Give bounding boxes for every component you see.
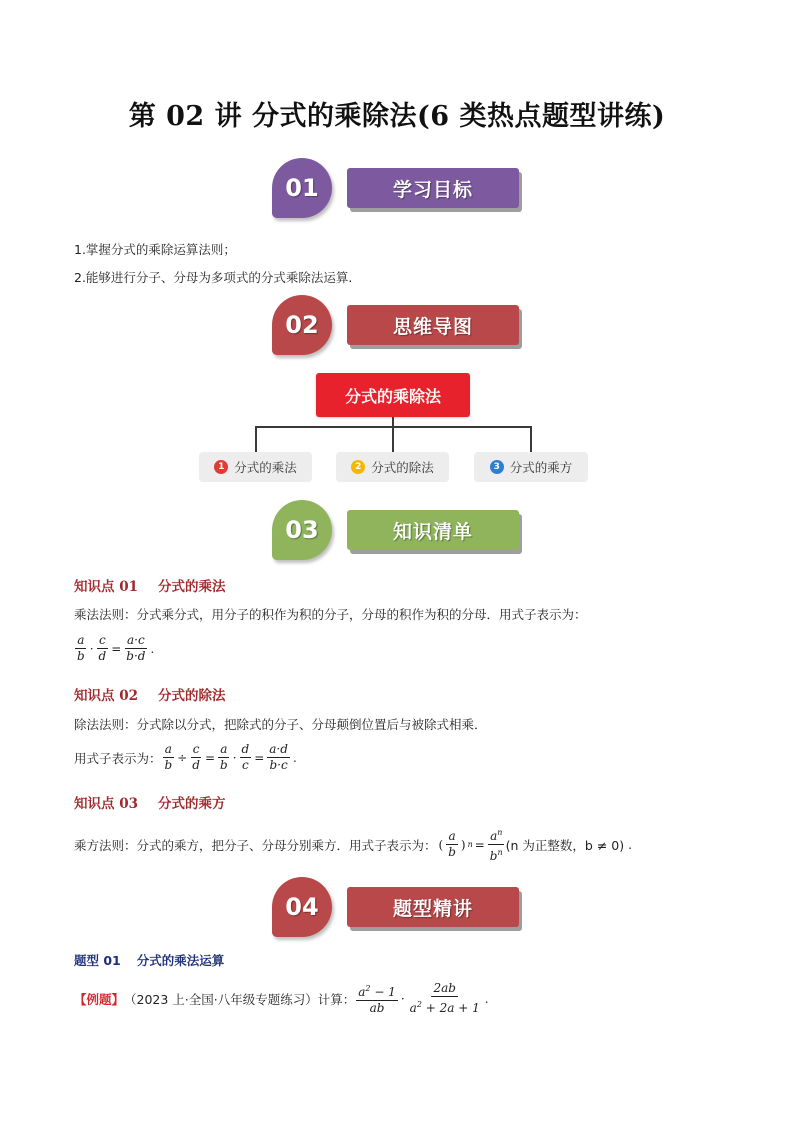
objective-2: 2.能够进行分子、分母为多项式的分式乘除法运算. (74, 270, 353, 285)
type-1-heading (74, 951, 224, 969)
mindmap-node-label: 分式的除法 (371, 460, 434, 475)
power-rule-text: 乘方法则：分式的乘方，把分子、分母分别乘方．用式子表示为： (74, 837, 437, 853)
division-rule: 除法法则：分式除以分式，把除式的分子、分母颠倒位置后与被除式相乘． (74, 717, 487, 732)
mindmap-connector (255, 426, 257, 453)
power-condition: (n 为正整数，b ≠ 0) (505, 837, 625, 853)
section-label: 学习目标 (347, 168, 519, 208)
kp-name: 分式的除法 (158, 688, 226, 704)
objective-1: 1.掌握分式的乘除运算法则； (74, 242, 236, 257)
section-header-question-types (272, 877, 524, 941)
number-2-icon: 2 (351, 460, 365, 474)
section-number: 04 (285, 893, 319, 921)
example-source: （2023 上·全国·八年级专题练习）计算： (124, 991, 356, 1007)
section-label: 题型精讲 (347, 887, 519, 927)
mindmap-node-label: 分式的乘方 (509, 460, 573, 475)
mindmap-root: 分式的乘除法 (316, 373, 470, 417)
multiplication-rule: 乘法法则：分式乘分式，用分子的积作为积的分子，分母的积作为积的分母．用式子表示为： (74, 607, 587, 622)
multiplication-formula: $\frac{a}{b}$ · $\frac{c}{d}$ = $\frac{a\cdot c}{b\cdot d}$ . (77, 633, 155, 663)
section-number: 02 (285, 311, 319, 339)
kp-name: 分式的乘方 (158, 796, 226, 812)
kp-number: 知识点 02 (74, 688, 138, 704)
power-rule: 乘方法则：分式的乘方，把分子、分母分别乘方．用式子表示为： ( $\frac{a}{b}$ ) n = $\frac{a^n}{b^n}$ (n 为正整数，b ≠ 0) . (74, 828, 633, 863)
number-3-icon: 3 (490, 460, 504, 474)
section-number: 03 (285, 516, 319, 544)
example-problem: 【例题】 （2023 上·全国·八年级专题练习）计算： $\frac{a^2 - 1}{ab}$ · $\frac{2ab}{a^2 + 2a + 1}$ . (74, 981, 489, 1015)
mindmap-node-label: 分式的乘法 (234, 460, 297, 475)
type-number: 题型 01 (74, 953, 121, 968)
section-number: 01 (285, 174, 319, 202)
mindmap-node-multiplication (199, 452, 312, 482)
knowledge-point-1-heading (74, 575, 226, 595)
section-header-mind-map (272, 295, 524, 359)
section-header-learning-objectives (272, 158, 524, 222)
mindmap-node-division (336, 452, 449, 482)
section-label: 知识清单 (347, 510, 519, 550)
section-label: 思维导图 (347, 305, 519, 345)
section-header-knowledge-list (272, 500, 524, 564)
kp-number: 知识点 03 (74, 796, 138, 812)
type-name: 分式的乘法运算 (136, 953, 225, 968)
mindmap-connector (530, 426, 532, 453)
kp-name: 分式的乘法 (158, 579, 226, 595)
page-title: 第 02 讲 分式的乘除法(6 类热点题型讲练) (128, 101, 666, 132)
number-1-icon: 1 (214, 460, 228, 474)
mindmap-connector (392, 426, 394, 453)
kp-number: 知识点 01 (74, 579, 138, 595)
knowledge-point-3-heading (74, 792, 226, 812)
knowledge-point-2-heading (74, 684, 226, 704)
example-tag: 【例题】 (74, 991, 125, 1007)
division-formula: 用式子表示为： $\frac{a}{b}$ ÷ $\frac{c}{d}$ = $\frac{a}{b}$ · $\frac{d}{c}$ = $\frac{a\cdot d}{b\cdot c}$ . (74, 742, 297, 772)
formula-prefix: 用式子表示为： (74, 750, 162, 766)
mindmap-node-power (474, 452, 588, 482)
